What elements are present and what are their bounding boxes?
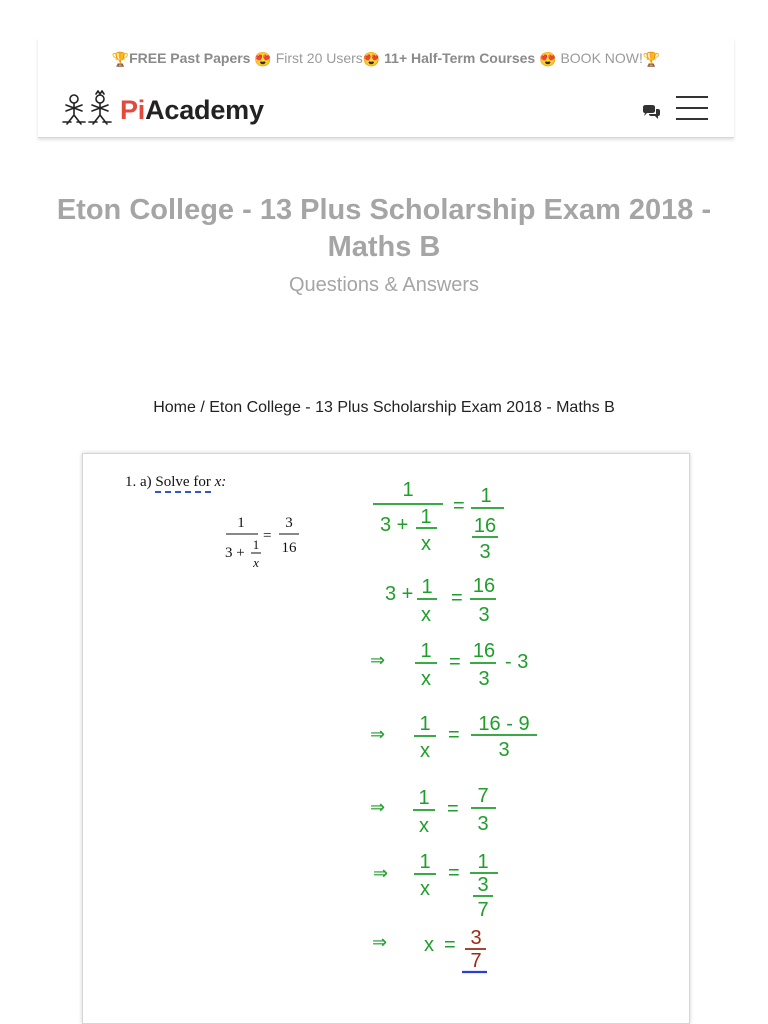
solution-document — [82, 453, 690, 1024]
given-rhs-denominator: 16 — [281, 540, 297, 556]
working-step-7-answer — [372, 927, 487, 972]
page-subtitle: Questions & Answers — [288, 274, 480, 296]
heart-eyes-icon: 😍 — [539, 51, 557, 67]
promo-banner[interactable] — [38, 50, 734, 66]
promo-half-term-courses: 11+ Half-Term Courses — [384, 50, 536, 66]
given-rhs-numerator: 3 — [285, 515, 293, 531]
breadcrumb — [40, 399, 728, 417]
working-step-2 — [385, 575, 496, 626]
trophy-icon: 🏆 — [642, 51, 661, 67]
hamburger-menu-icon[interactable] — [676, 96, 708, 120]
handwritten-working — [370, 479, 537, 972]
step3-rhs-numerator: 16 — [472, 640, 496, 662]
logo-pi: Pi — [120, 94, 146, 125]
step7-lhs-x: x — [424, 934, 434, 956]
working-step-3 — [370, 640, 528, 690]
breadcrumb-separator: / — [195, 399, 210, 416]
step1-rhs-numerator: 1 — [480, 485, 492, 507]
step2-rhs-numerator: 16 — [472, 575, 496, 597]
step3-implies-arrow: ⇒ — [370, 650, 386, 670]
step1-inner-denominator: x — [421, 533, 431, 555]
step1-rhs-inner-denominator: 3 — [479, 541, 491, 563]
step3-equals: = — [449, 651, 461, 673]
working-step-1 — [373, 479, 504, 563]
step6-rhs-numerator: 1 — [477, 851, 489, 873]
step1-inner-numerator: 1 — [420, 506, 432, 528]
step5-lhs-denominator: x — [419, 815, 429, 837]
given-lhs-numerator: 1 — [237, 515, 245, 531]
given-lhs-inner-numerator: 1 — [252, 537, 260, 552]
promo-first-20-users: First 20 Users — [275, 50, 363, 66]
step7-implies-arrow: ⇒ — [372, 932, 388, 952]
site-header — [38, 38, 734, 138]
question-number: 1. a) — [125, 474, 152, 490]
trophy-icon: 🏆 — [111, 51, 130, 67]
step3-rhs-denominator: 3 — [478, 668, 490, 690]
step4-lhs-denominator: x — [420, 740, 430, 762]
step5-equals: = — [447, 798, 459, 820]
heart-eyes-icon: 😍 — [362, 51, 381, 67]
heart-eyes-icon: 😍 — [254, 51, 272, 67]
step2-lhs-denominator: x — [421, 604, 431, 626]
step6-rhs-inner-denominator: 7 — [477, 899, 489, 921]
breadcrumb-current: Eton College - 13 Plus Scholarship Exam 2018 - Maths B — [209, 399, 615, 416]
step6-lhs-denominator: x — [420, 878, 430, 900]
step2-rhs-denominator: 3 — [478, 604, 490, 626]
step6-rhs-inner-numerator: 3 — [477, 874, 489, 896]
working-step-6 — [373, 851, 498, 921]
promo-free-past-papers: FREE Past Papers — [129, 50, 251, 66]
step1-lhs-numerator: 1 — [402, 479, 414, 501]
step3-lhs-numerator: 1 — [420, 640, 432, 662]
step1-rhs-inner-numerator: 16 — [473, 515, 497, 537]
step1-lhs-denominator: 3 + — [380, 514, 409, 536]
step2-lhs-numerator: 1 — [421, 576, 433, 598]
step4-lhs-numerator: 1 — [419, 713, 431, 735]
worked-solution — [83, 454, 690, 1024]
given-lhs-denominator-whole: 3 + — [225, 545, 245, 561]
given-equation — [225, 515, 299, 570]
logo-academy: Academy — [145, 94, 264, 125]
step6-equals: = — [448, 862, 460, 884]
step6-lhs-numerator: 1 — [419, 851, 431, 873]
page-title: Eton College - 13 Plus Scholarship Exam 2018 - Maths B — [56, 194, 712, 263]
answer-denominator: 7 — [470, 950, 482, 972]
working-step-4 — [370, 713, 537, 762]
given-equals: = — [263, 528, 272, 544]
step5-rhs-numerator: 7 — [477, 785, 489, 807]
step7-equals: = — [444, 934, 456, 956]
given-lhs-inner-denominator: x — [253, 555, 259, 570]
step5-rhs-denominator: 3 — [477, 813, 489, 835]
step4-implies-arrow: ⇒ — [370, 724, 386, 744]
step4-rhs-numerator: 16 - 9 — [478, 713, 530, 735]
question-prompt: Solve for — [155, 474, 210, 493]
step4-equals: = — [448, 724, 460, 746]
question-variable: x: — [214, 474, 227, 490]
step4-rhs-denominator: 3 — [498, 739, 510, 761]
logo-wordmark — [120, 95, 264, 126]
step5-lhs-numerator: 1 — [418, 787, 430, 809]
working-step-5 — [370, 785, 496, 837]
stick-figures-logo-icon — [58, 90, 118, 130]
step5-implies-arrow: ⇒ — [370, 797, 386, 817]
step6-implies-arrow: ⇒ — [373, 863, 389, 883]
chat-bubbles-icon[interactable] — [641, 104, 661, 120]
step2-lhs-whole: 3 + — [385, 583, 414, 605]
step2-equals: = — [451, 587, 463, 609]
promo-book-now[interactable]: BOOK NOW! — [560, 50, 643, 66]
step3-lhs-denominator: x — [421, 668, 431, 690]
step3-minus-three: - 3 — [505, 651, 529, 673]
step1-equals: = — [453, 495, 465, 517]
answer-numerator: 3 — [470, 927, 482, 949]
site-logo[interactable] — [58, 90, 264, 130]
breadcrumb-home-link[interactable]: Home — [153, 399, 196, 416]
